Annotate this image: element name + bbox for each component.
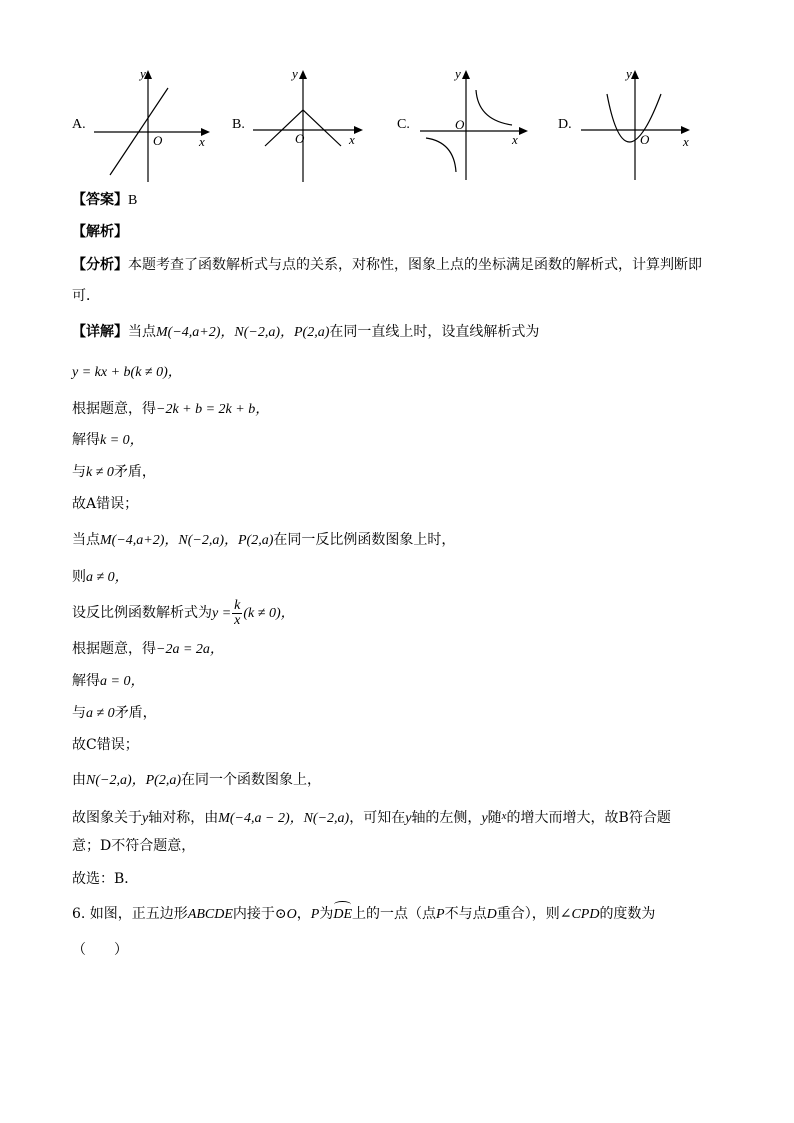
- text: 轴对称，由: [148, 810, 219, 826]
- hyperbola-branch-right: [476, 90, 512, 125]
- text: 与: [72, 464, 86, 480]
- x-arrow-icon: [354, 126, 363, 134]
- origin-label: O: [295, 131, 305, 146]
- text: 上的一点（点: [352, 906, 437, 922]
- fenxi-line-2: [72, 286, 100, 306]
- analysis-heading: [72, 222, 128, 242]
- math-eq: k = 0，: [100, 433, 144, 448]
- math-eq: a = 0，: [100, 674, 145, 689]
- fenxi-text-1: 本题考查了函数解析式与点的关系，对称性，图象上点的坐标满足函数的解析式，计算判断即: [128, 257, 702, 273]
- math-eq: −2a = 2a，: [156, 642, 224, 657]
- text: 当点: [72, 532, 100, 548]
- fenxi-tag: 【分析】: [72, 257, 128, 273]
- math-points: N(−2,a)，P(2,a): [86, 773, 181, 788]
- option-c-label: C.: [397, 117, 410, 132]
- text: 重合），则∠: [496, 906, 572, 922]
- option-d-graph: [575, 62, 700, 184]
- text: 根据题意，得: [72, 401, 156, 417]
- y-label: y: [626, 66, 632, 81]
- text: 根据题意，得: [72, 641, 156, 657]
- option-a-graph: [90, 62, 215, 184]
- math-var: P: [436, 907, 445, 922]
- origin-label: O: [153, 133, 163, 148]
- option-b-label: B.: [232, 117, 245, 132]
- math-var: y: [481, 811, 488, 826]
- math-eq: k ≠ 0: [86, 465, 114, 480]
- text: 当点: [128, 324, 156, 340]
- math-var: y: [142, 811, 149, 826]
- text: 解得: [72, 673, 100, 689]
- math-var: O: [286, 907, 297, 922]
- text: 设反比例函数解析式为: [72, 605, 212, 621]
- y-arrow-icon: [299, 70, 307, 79]
- y-label: y: [455, 66, 461, 81]
- text: 由: [72, 772, 86, 788]
- parabola-d: [607, 94, 661, 142]
- x-label: x: [199, 134, 205, 149]
- text: ，: [296, 906, 311, 922]
- detail-line-13: [72, 735, 139, 755]
- origin-label: O: [455, 117, 465, 132]
- math-var: CPD: [571, 907, 600, 922]
- math-cond: (k ≠ 0)，: [243, 606, 295, 621]
- text: ，可知在: [349, 810, 406, 826]
- detail-tag: 【详解】: [72, 324, 128, 340]
- question-6-line-1: [72, 904, 655, 925]
- text: 故A错误；: [72, 496, 139, 512]
- detail-line-6: [72, 494, 138, 514]
- detail-line-10: [72, 639, 224, 660]
- answer-tag: 【答案】: [72, 192, 128, 208]
- text: 故图象关于: [72, 810, 142, 826]
- fraction-numerator: k: [234, 597, 241, 613]
- detail-line-8: [72, 567, 129, 588]
- fenxi-text-2: 可．: [72, 288, 100, 304]
- text: 在同一反比例函数图象上时，: [273, 532, 456, 548]
- math-points: M(−4,a+2)，N(−2,a)，P(2,a): [156, 325, 330, 340]
- option-b-graph: [245, 62, 370, 184]
- y-arrow-icon: [631, 70, 639, 79]
- answer-value: B: [128, 193, 138, 208]
- text: 故选：B．: [72, 871, 139, 887]
- math-var: x: [501, 810, 507, 822]
- detail-line-4: [72, 430, 144, 451]
- math-points: M(−4,a+2)，N(−2,a)，P(2,a): [100, 533, 274, 548]
- text: 不与点: [444, 906, 487, 922]
- text: 故C错误；: [72, 737, 139, 753]
- math-eq: a ≠ 0: [86, 706, 115, 721]
- text: 内接于⊙: [232, 906, 287, 922]
- question-6-line-2: [72, 940, 128, 960]
- text: 的增大而增大，故B符合题: [506, 810, 671, 826]
- option-c-graph: [410, 62, 535, 184]
- detail-line-17: [72, 869, 138, 889]
- text: （ ）: [72, 942, 128, 958]
- analysis-tag: 【解析】: [72, 224, 128, 240]
- y-label: y: [292, 66, 298, 81]
- detail-line-9: [72, 596, 295, 631]
- detail-line-12: [72, 703, 157, 724]
- fraction-denominator: x: [234, 612, 241, 628]
- text: 轴的左侧，: [411, 810, 482, 826]
- text: 则: [72, 569, 86, 585]
- text: 矛盾，: [114, 705, 157, 721]
- detail-line-7: [72, 530, 455, 551]
- detail-line-14: [72, 770, 321, 791]
- math-var: ABCDE: [187, 907, 233, 922]
- x-label: x: [512, 132, 518, 147]
- math-points: M(−4,a − 2)，N(−2,a): [218, 811, 350, 826]
- detail-line-1: [72, 322, 539, 343]
- x-label: x: [683, 134, 689, 149]
- x-label: x: [349, 132, 355, 147]
- math-eq: a ≠ 0，: [86, 570, 129, 585]
- answer-line: [72, 190, 137, 211]
- x-arrow-icon: [681, 126, 690, 134]
- text: 矛盾，: [113, 464, 156, 480]
- text: 意；D不符合题意，: [72, 838, 196, 854]
- math-eq: y = kx + b(k ≠ 0)，: [72, 365, 182, 380]
- text: 随: [487, 810, 502, 826]
- text: 在同一直线上时，设直线解析式为: [329, 324, 540, 340]
- y-arrow-icon: [462, 70, 470, 79]
- text: 在同一个函数图象上，: [181, 772, 321, 788]
- math-var: P: [310, 907, 320, 922]
- math-eq: −2k + b = 2k + b，: [156, 402, 270, 417]
- detail-line-2: [72, 362, 182, 383]
- detail-line-15: [72, 806, 671, 829]
- detail-line-3: [72, 399, 269, 420]
- text: 的度数为: [599, 906, 656, 922]
- fenxi-line-1: [72, 255, 702, 275]
- option-a-label: A.: [72, 117, 86, 132]
- arc-de: DE: [333, 905, 352, 925]
- math-var: y: [405, 811, 412, 826]
- text: 6. 如图，正五边形: [72, 906, 188, 922]
- detail-line-16: [72, 836, 195, 856]
- fraction-k-over-x: [232, 599, 242, 628]
- option-d-label: D.: [558, 117, 572, 132]
- detail-line-11: [72, 671, 144, 692]
- text: 为: [319, 906, 334, 922]
- text: 与: [72, 705, 86, 721]
- detail-line-5: [72, 462, 156, 483]
- y-label: y: [140, 66, 146, 81]
- math-var: D: [486, 907, 497, 922]
- text: 解得: [72, 432, 100, 448]
- x-arrow-icon: [519, 127, 528, 135]
- math-y: y =: [212, 606, 232, 621]
- origin-label: O: [640, 132, 650, 147]
- hyperbola-branch-left: [426, 138, 456, 172]
